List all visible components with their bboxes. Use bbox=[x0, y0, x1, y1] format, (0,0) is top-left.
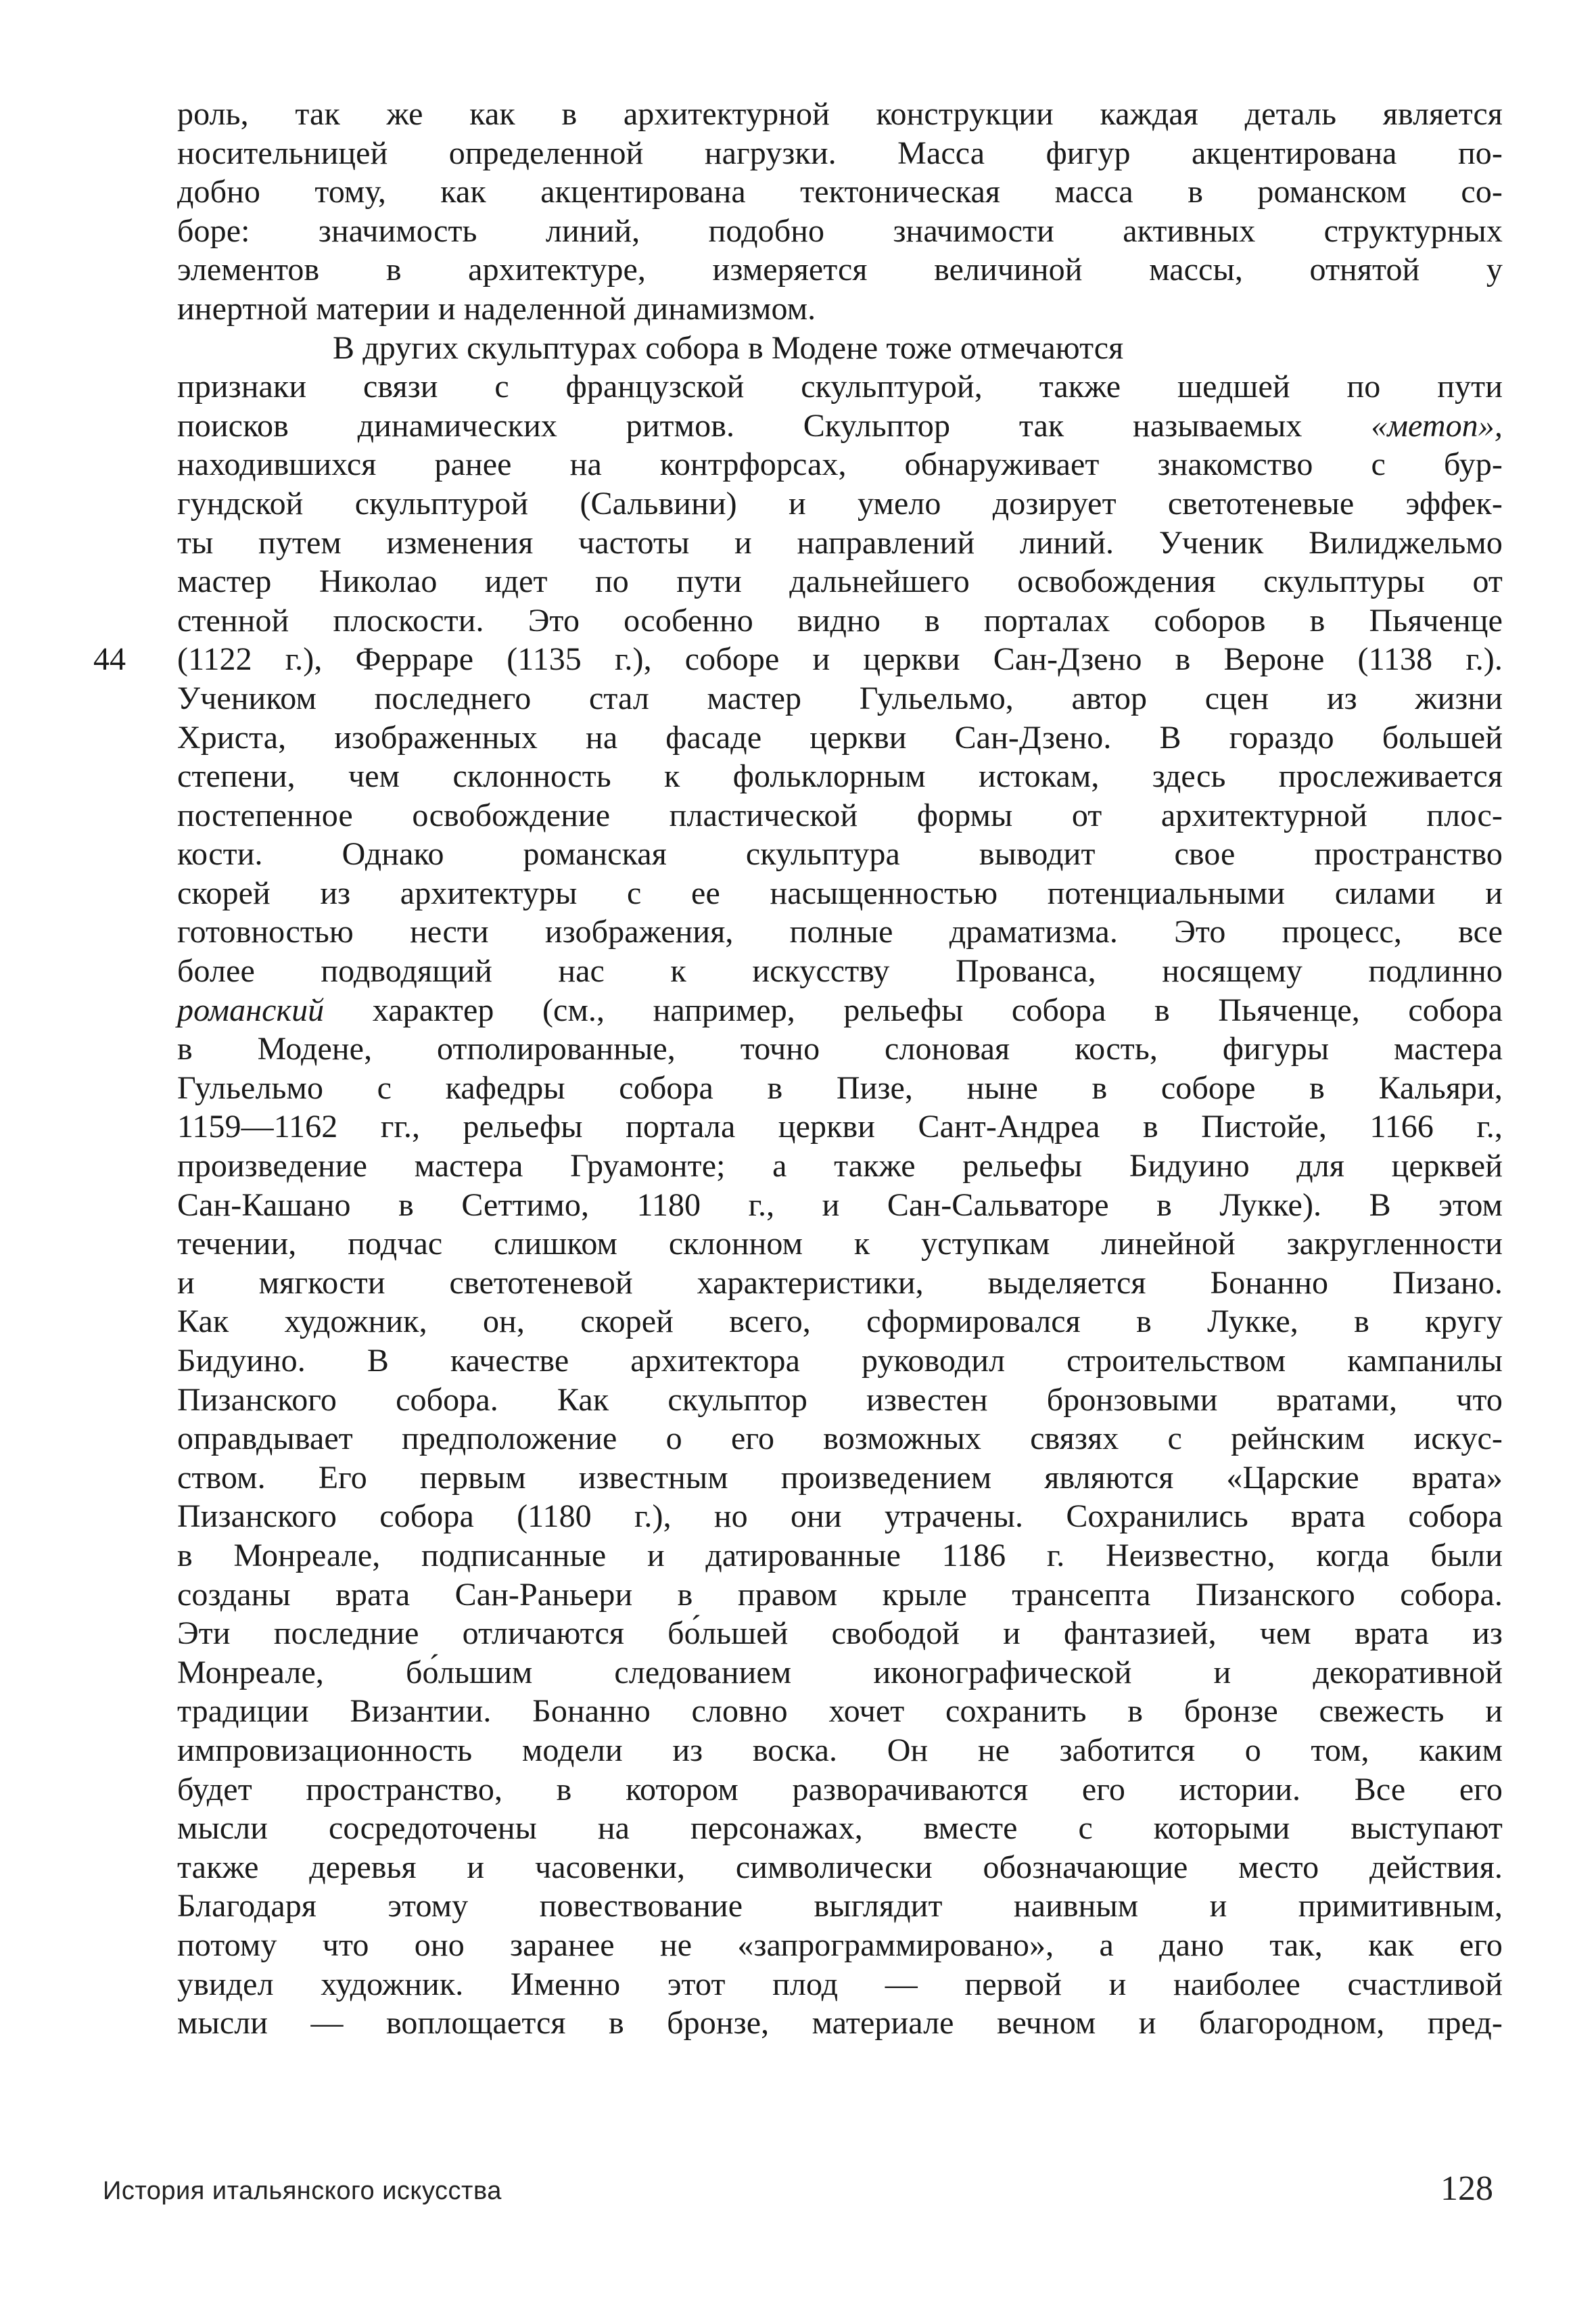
body-line bbox=[177, 757, 1503, 796]
line-text: характер (см., например, рельефы собора в Пьяченце, собора bbox=[324, 992, 1503, 1028]
body-line bbox=[177, 1965, 1503, 2004]
line-text: импровизационность модели из воска. Он не заботится о том, каким bbox=[177, 1732, 1503, 1768]
body-line bbox=[177, 679, 1503, 718]
line-text: признаки связи с французской скульптурой, также шедшей по пути bbox=[177, 369, 1503, 405]
body-line bbox=[177, 1614, 1503, 1653]
line-text: скорей из архитектуры с ее насыщенностью потенциальными силами и bbox=[177, 875, 1503, 911]
line-text: течении, подчас слишком склонном к уступкам линейной закругленности bbox=[177, 1226, 1503, 1262]
line-text: мысли сосредоточены на персонажах, вместе с которыми выступают bbox=[177, 1810, 1503, 1847]
body-line bbox=[177, 172, 1503, 212]
line-text: находившихся ранее на контрфорсах, обнаруживает знакомство с бур- bbox=[177, 446, 1503, 483]
body-line bbox=[177, 407, 1503, 446]
line-text: кости. Однако романская скульптура выводит свое пространство bbox=[177, 836, 1503, 873]
body-line bbox=[177, 1575, 1503, 1615]
body-line bbox=[177, 212, 1503, 251]
line-text: 1159—1162 гг., рельефы портала церкви Сант-Андреа в Пистойе, 1166 г., bbox=[177, 1109, 1503, 1145]
body-line bbox=[177, 1731, 1503, 1770]
line-text: произведение мастера Груамонте; а также рельефы Бидуино для церквей bbox=[177, 1148, 1503, 1184]
body-line bbox=[177, 1770, 1503, 1809]
line-text: созданы врата Сан-Раньери в правом крыле трансепта Пизанского собора. bbox=[177, 1576, 1503, 1613]
body-line bbox=[177, 1848, 1503, 1887]
line-text: постепенное освобождение пластической формы от архитектурной плос- bbox=[177, 797, 1503, 833]
line-text: мысли — воплощается в бронзе, материале вечном и благородном, пред- bbox=[177, 2005, 1503, 2041]
body-line bbox=[177, 952, 1503, 991]
body-line bbox=[177, 250, 1503, 290]
body-line bbox=[177, 329, 1503, 368]
body-line bbox=[177, 1692, 1503, 1731]
body-line bbox=[177, 1341, 1503, 1381]
line-text: Бидуино. В качестве архитектора руководил строительством кампанилы bbox=[177, 1343, 1503, 1379]
italic-term: романский bbox=[177, 992, 325, 1028]
line-text: Пизанского собора. Как скульптор известен бронзовыми вратами, что bbox=[177, 1381, 1503, 1418]
body-line bbox=[177, 1887, 1503, 1926]
body-line bbox=[177, 524, 1503, 563]
line-text: В других скульптурах собора в Модене тоже отмечаются bbox=[333, 329, 1124, 366]
line-text: в Модене, отполированные, точно слоновая кость, фигуры мастера bbox=[177, 1031, 1503, 1067]
line-text: Пизанского собора (1180 г.), но они утрачены. Сохранились врата собора bbox=[177, 1498, 1503, 1535]
body-line bbox=[177, 1536, 1503, 1575]
body-line bbox=[177, 1381, 1503, 1420]
italic-term: «метоп», bbox=[1371, 407, 1503, 444]
line-text: и мягкости светотеневой характеристики, выделяется Бонанно Пизано. bbox=[177, 1264, 1503, 1301]
body-text bbox=[177, 95, 1503, 2043]
body-line bbox=[177, 1264, 1503, 1303]
body-line bbox=[177, 601, 1503, 641]
line-text: также деревья и часовенки, символически обозначающие место действия. bbox=[177, 1849, 1503, 1885]
line-text: в Монреале, подписанные и датированные 1186 г. Неизвестно, когда были bbox=[177, 1537, 1503, 1573]
body-line bbox=[177, 2004, 1503, 2043]
body-line bbox=[177, 1030, 1503, 1069]
line-text: Сан-Кашано в Сеттимо, 1180 г., и Сан-Сальваторе в Лукке). В этом bbox=[177, 1186, 1503, 1223]
line-text: элементов в архитектуре, измеряется величиной массы, отнятой у bbox=[177, 252, 1503, 288]
line-text: Как художник, он, скорей всего, сформировался в Лукке, в кругу bbox=[177, 1303, 1503, 1340]
line-text: увидел художник. Именно этот плод — первой и наиболее счастливой bbox=[177, 1966, 1503, 2002]
body-line bbox=[177, 1107, 1503, 1147]
body-line bbox=[177, 1302, 1503, 1341]
body-line bbox=[177, 290, 1503, 329]
body-line bbox=[177, 1186, 1503, 1225]
line-text: добно тому, как акцентирована тектоническая масса в романском со- bbox=[177, 174, 1503, 210]
body-line bbox=[177, 445, 1503, 484]
line-text: инертной материи и наделенной динамизмом. bbox=[177, 290, 816, 327]
body-line bbox=[177, 1497, 1503, 1536]
line-text: поисков динамических ритмов. Скульптор так называемых bbox=[177, 407, 1371, 444]
margin-figure-number: 44 bbox=[93, 641, 126, 678]
body-line bbox=[177, 991, 1503, 1030]
body-line bbox=[177, 1147, 1503, 1186]
body-line bbox=[177, 1419, 1503, 1458]
line-text: степени, чем склонность к фольклорным истокам, здесь прослеживается bbox=[177, 758, 1503, 795]
body-line bbox=[177, 367, 1503, 407]
line-text: гундской скульптурой (Сальвини) и умело дозирует светотеневые эффек- bbox=[177, 485, 1503, 522]
body-line bbox=[177, 484, 1503, 524]
body-line bbox=[177, 1653, 1503, 1692]
line-text: Эти последние отличаются бо́льшей свободой и фантазией, чем врата из bbox=[177, 1615, 1503, 1652]
line-text: ством. Его первым известным произведением являются «Царские врата» bbox=[177, 1459, 1503, 1496]
line-text: Благодаря этому повествование выглядит наивным и примитивным, bbox=[177, 1888, 1503, 1924]
line-text: потому что оно заранее не «запрограммировано», а дано так, как его bbox=[177, 1926, 1503, 1963]
body-line bbox=[177, 796, 1503, 835]
line-text: традиции Византии. Бонанно словно хочет сохранить в бронзе свежесть и bbox=[177, 1693, 1503, 1730]
body-line bbox=[177, 1069, 1503, 1108]
line-text: будет пространство, в котором разворачиваются его истории. Все его bbox=[177, 1771, 1503, 1807]
running-footer-title: История итальянского искусства bbox=[103, 2177, 502, 2205]
line-text: носительницей определенной нагрузки. Масса фигур акцентирована по- bbox=[177, 135, 1503, 171]
body-line bbox=[177, 718, 1503, 758]
line-text: (1122 г.), Ферраре (1135 г.), соборе и церкви Сан-Дзено в Вероне (1138 г.). bbox=[177, 641, 1503, 678]
body-line bbox=[177, 835, 1503, 874]
line-text: боре: значимость линий, подобно значимости активных структурных bbox=[177, 212, 1503, 249]
body-line bbox=[177, 1809, 1503, 1848]
line-text: готовностью нести изображения, полные драматизма. Это процесс, все bbox=[177, 914, 1503, 950]
body-line bbox=[177, 640, 1503, 679]
line-text: ты путем изменения частоты и направлений линий. Ученик Вилиджельмо bbox=[177, 524, 1503, 561]
body-line bbox=[177, 1458, 1503, 1498]
body-line bbox=[177, 134, 1503, 173]
line-text: стенной плоскости. Это особенно видно в порталах соборов в Пьяченце bbox=[177, 602, 1503, 639]
line-text: Монреале, бо́льшим следованием иконографической и декоративной bbox=[177, 1654, 1503, 1690]
page-number: 128 bbox=[1440, 2169, 1493, 2208]
line-text: Христа, изображенных на фасаде церкви Сан-Дзено. В гораздо большей bbox=[177, 719, 1503, 756]
line-text: Гульельмо с кафедры собора в Пизе, ныне в соборе в Кальяри, bbox=[177, 1069, 1503, 1106]
line-text: мастер Николао идет по пути дальнейшего освобождения скульптуры от bbox=[177, 563, 1503, 600]
line-text: Учеником последнего стал мастер Гульельмо, автор сцен из жизни bbox=[177, 680, 1503, 716]
body-line bbox=[177, 874, 1503, 913]
line-text: оправдывает предположение о его возможных связях с рейнским искус- bbox=[177, 1421, 1503, 1457]
body-line bbox=[177, 1926, 1503, 1965]
line-text: роль, так же как в архитектурной конструкции каждая деталь является bbox=[177, 96, 1503, 132]
body-line bbox=[177, 95, 1503, 134]
body-line bbox=[177, 562, 1503, 601]
body-line bbox=[177, 1224, 1503, 1264]
line-text: более подводящий нас к искусству Прованса, носящему подлинно bbox=[177, 953, 1503, 990]
body-line bbox=[177, 913, 1503, 952]
